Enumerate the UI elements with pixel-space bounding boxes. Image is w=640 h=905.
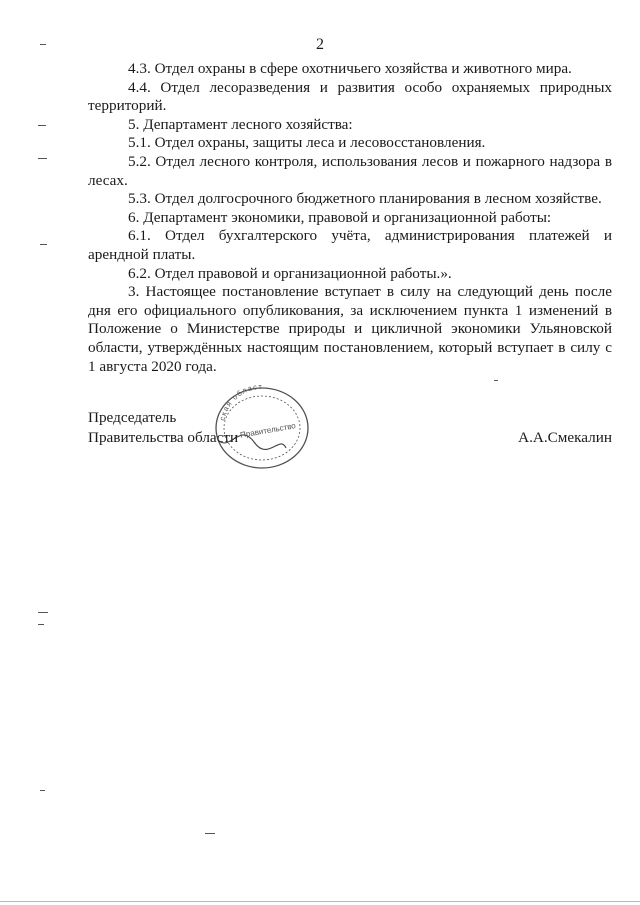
paragraph-5-1: 5.1. Отдел охраны, защиты леса и лесовосстановления.	[128, 134, 486, 152]
scan-artifact	[38, 612, 48, 613]
paragraph-5-3: 5.3. Отдел долгосрочного бюджетного планирования в лесном хозяйстве.	[128, 190, 602, 208]
scan-artifact	[38, 158, 47, 159]
scan-artifact	[38, 624, 44, 625]
stamp-outer-text: ская област	[217, 382, 264, 422]
scan-artifact	[38, 125, 46, 126]
scan-artifact	[40, 790, 45, 791]
scan-artifact	[40, 44, 46, 45]
paragraph-5: 5. Департамент лесного хозяйства:	[128, 115, 353, 133]
scan-artifact	[205, 833, 215, 834]
scan-artifact	[40, 244, 47, 245]
document-body	[88, 60, 612, 376]
seal-icon	[210, 382, 314, 472]
paragraph-6-1: 6.1. Отдел бухгалтерского учёта, администрирования платежей и арендной платы.	[88, 227, 612, 263]
paragraph-4-3: 4.3. Отдел охраны в сфере охотничьего хозяйства и животного мира.	[128, 60, 572, 77]
signature-block	[88, 408, 612, 468]
paragraph-5-2: 5.2. Отдел лесного контроля, использования лесов и пожарного надзора в лесах.	[88, 152, 612, 189]
paragraph-4-4: 4.4. Отдел лесоразведения и развития особо охраняемых природных территорий.	[88, 78, 612, 115]
page-number: 2	[316, 36, 324, 53]
stamp-inner-text: Правительство	[239, 421, 297, 440]
signatory-name: А.А.Смекалин	[518, 429, 612, 446]
paragraph-6-2: 6.2. Отдел правовой и организационной работы.».	[128, 264, 452, 282]
paragraph-6: 6. Департамент экономики, правовой и организационной работы:	[128, 208, 552, 226]
signatory-position-line-1: Председатель	[88, 409, 177, 426]
signatory-position-line-2: Правительства области	[88, 429, 239, 446]
scan-artifact	[494, 380, 498, 381]
paragraph-3-effective-date: 3. Настоящее постановление вступает в силу на следующий день после дня его официального опубликования, за исключением пункта 1 изменений в Положение о Министерстве природы и цикличной экономики Ульяновской области, утверждённых настоящим постановлением, который вступает в силу с 1 августа 2020 года.	[88, 283, 612, 375]
scan-artifact	[0, 901, 640, 902]
